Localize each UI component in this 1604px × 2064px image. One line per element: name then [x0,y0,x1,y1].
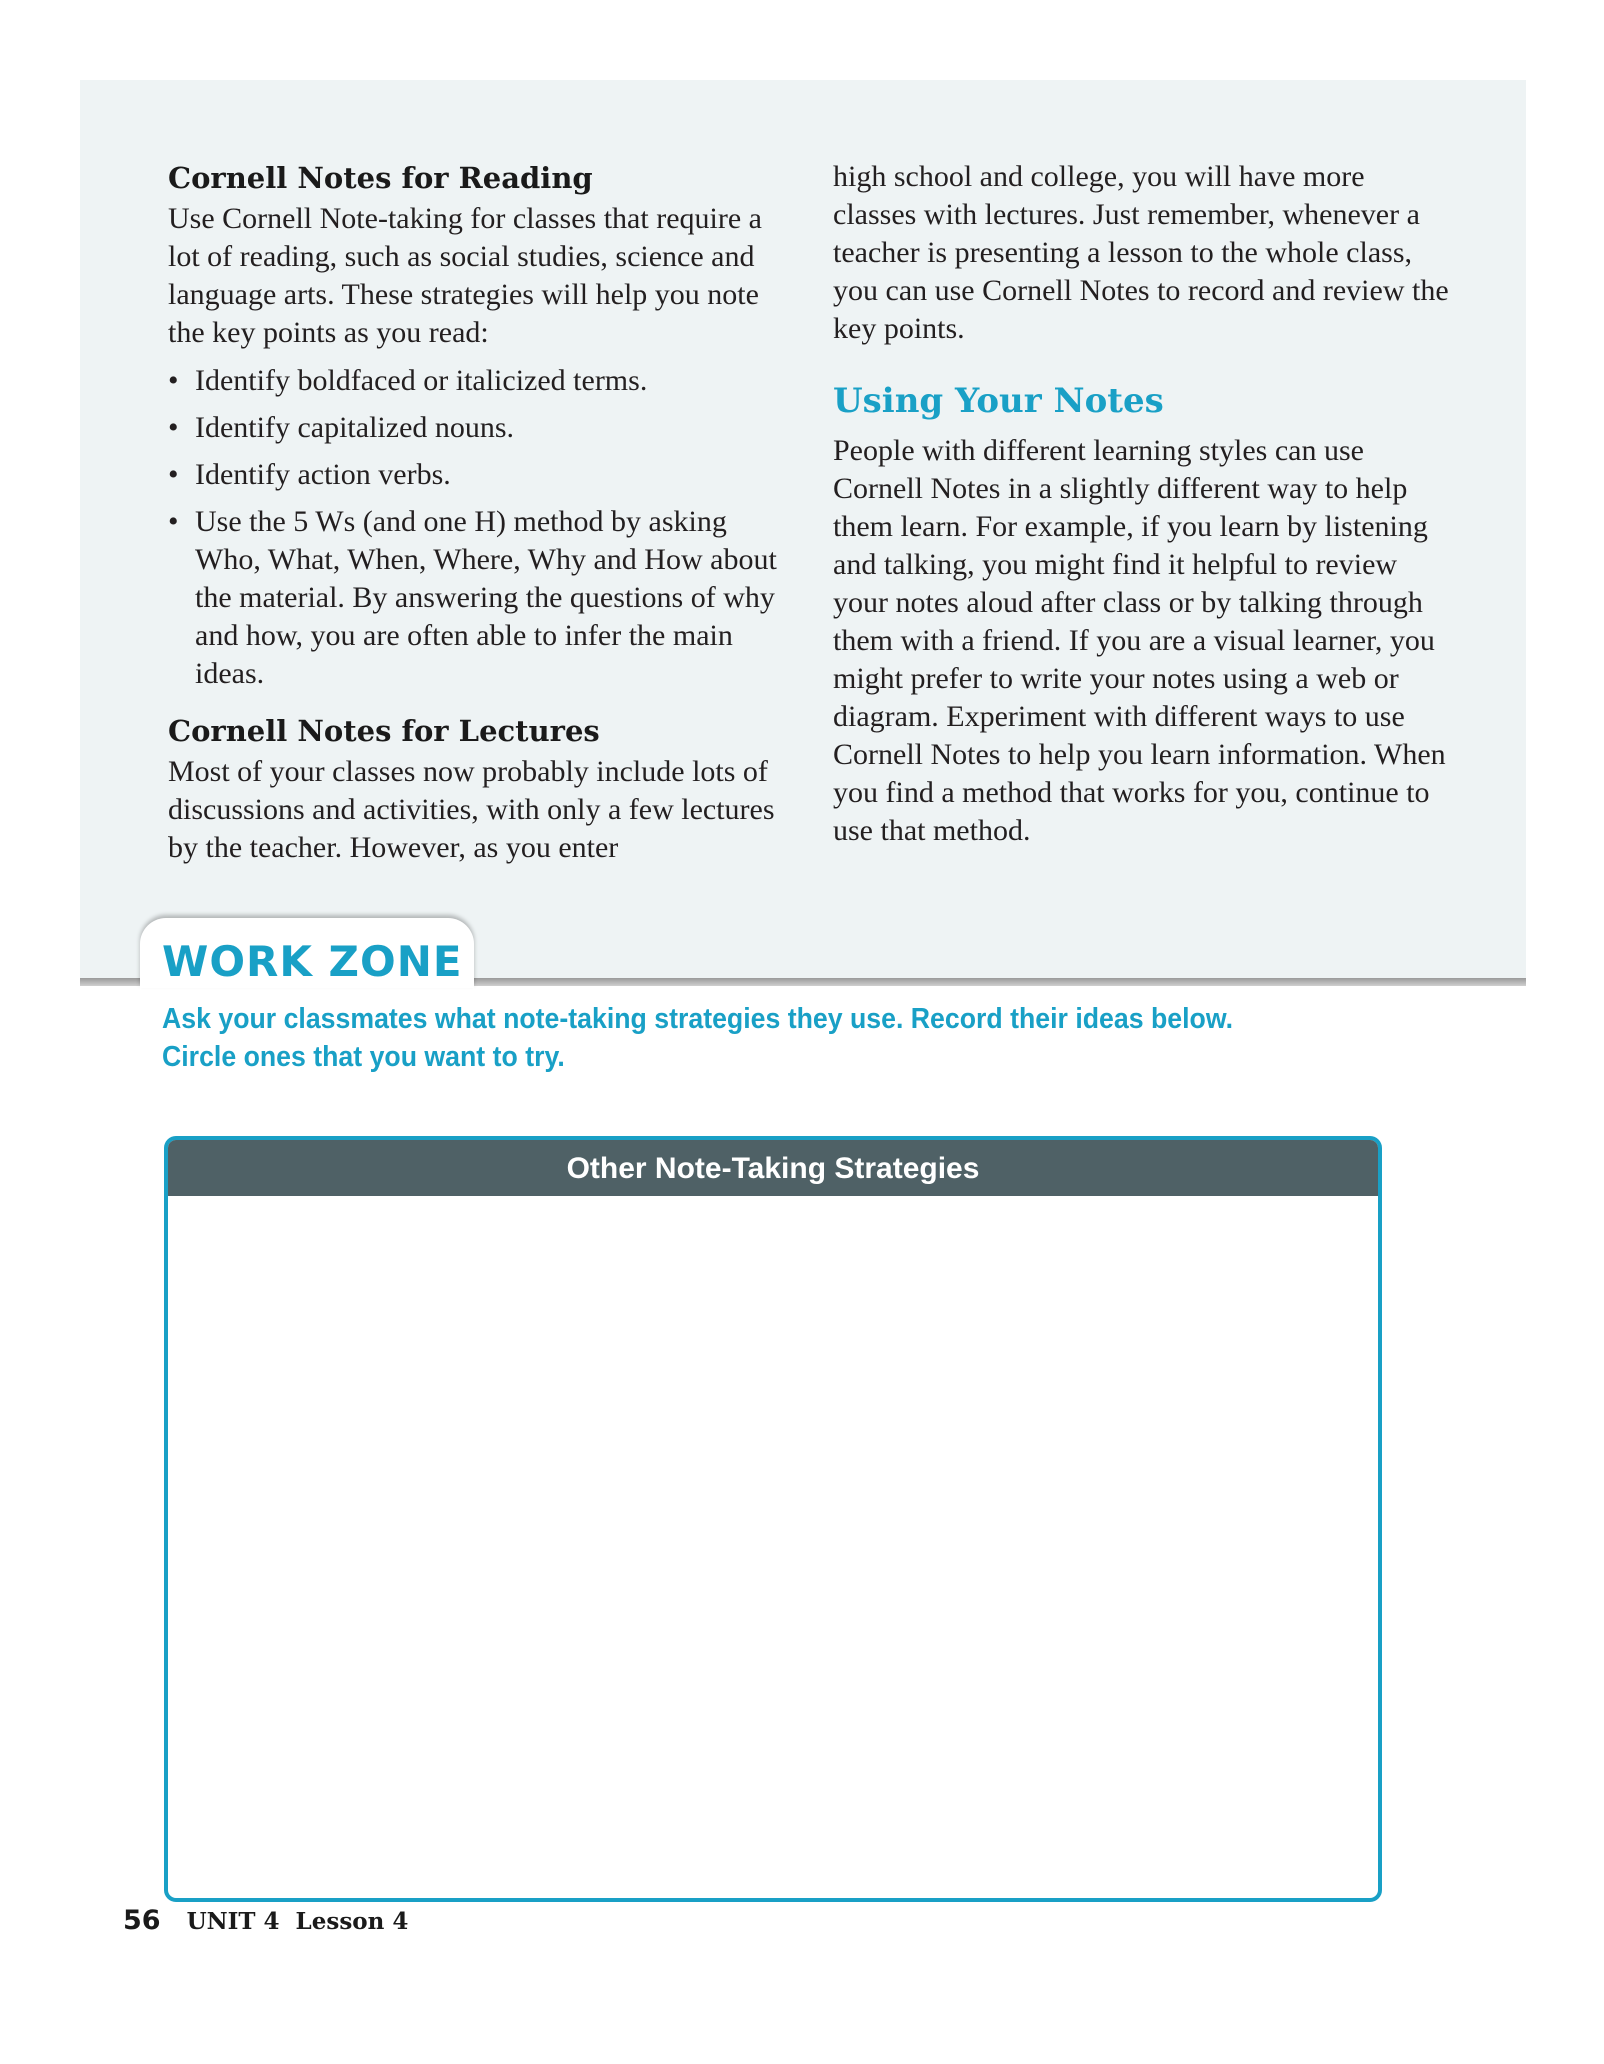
list-item: • Identify boldfaced or italicized terms. [168,362,778,400]
right-column [833,158,1453,850]
work-zone-instructions [162,1000,1362,1076]
unit-lesson-label: UNIT 4 Lesson 4 [186,1908,409,1935]
instruction-line: Circle ones that you want to try. [162,1041,565,1073]
using-notes-heading: Using Your Notes [833,381,1164,421]
page-number: 56 [123,1905,161,1936]
work-zone-label: WORK ZONE [162,937,463,986]
reading-intro: Use Cornell Note-taking for classes that require a lot of reading, such as social studies, science and language arts. These strategies will help you note the key points as you read: [168,202,762,349]
strategies-answer-box[interactable] [164,1136,1382,1902]
lectures-heading: Cornell Notes for Lectures [168,714,600,748]
list-item: • Identify action verbs. [168,456,778,494]
reading-heading: Cornell Notes for Reading [168,161,593,195]
lectures-text: Most of your classes now probably include lots of discussions and activities, with only a few lectures by the teacher. However, as you enter [168,755,775,864]
left-column [168,158,778,867]
list-item: • Identify capitalized nouns. [168,409,778,447]
page-footer [123,1904,408,1941]
strategies-box-title: Other Note-Taking Strategies [168,1140,1378,1196]
lectures-continued-text: high school and college, you will have more classes with lectures. Just remember, whenever a teacher is presenting a lesson to the whole class, you can use Cornell Notes to record and review the key points. [833,160,1449,345]
list-item: • Use the 5 Ws (and one H) method by asking Who, What, When, Where, Why and How about the material. By answering the questions of why and how, you are often able to infer the main ideas. [168,503,778,693]
strategy-list [168,362,778,693]
instruction-line: Ask your classmates what note-taking strategies they use. Record their ideas below. [162,1003,1234,1035]
using-notes-text: People with different learning styles can use Cornell Notes in a slightly different way to help them learn. For example, if you learn by listening and talking, you might find it helpful to review your notes aloud after class or by talking through them with a friend. If you are a visual learner, you might prefer to write your notes using a web or diagram. Experiment with different ways to use Cornell Notes to help you learn information. When you find a method that works for you, continue to use that method. [833,434,1446,847]
